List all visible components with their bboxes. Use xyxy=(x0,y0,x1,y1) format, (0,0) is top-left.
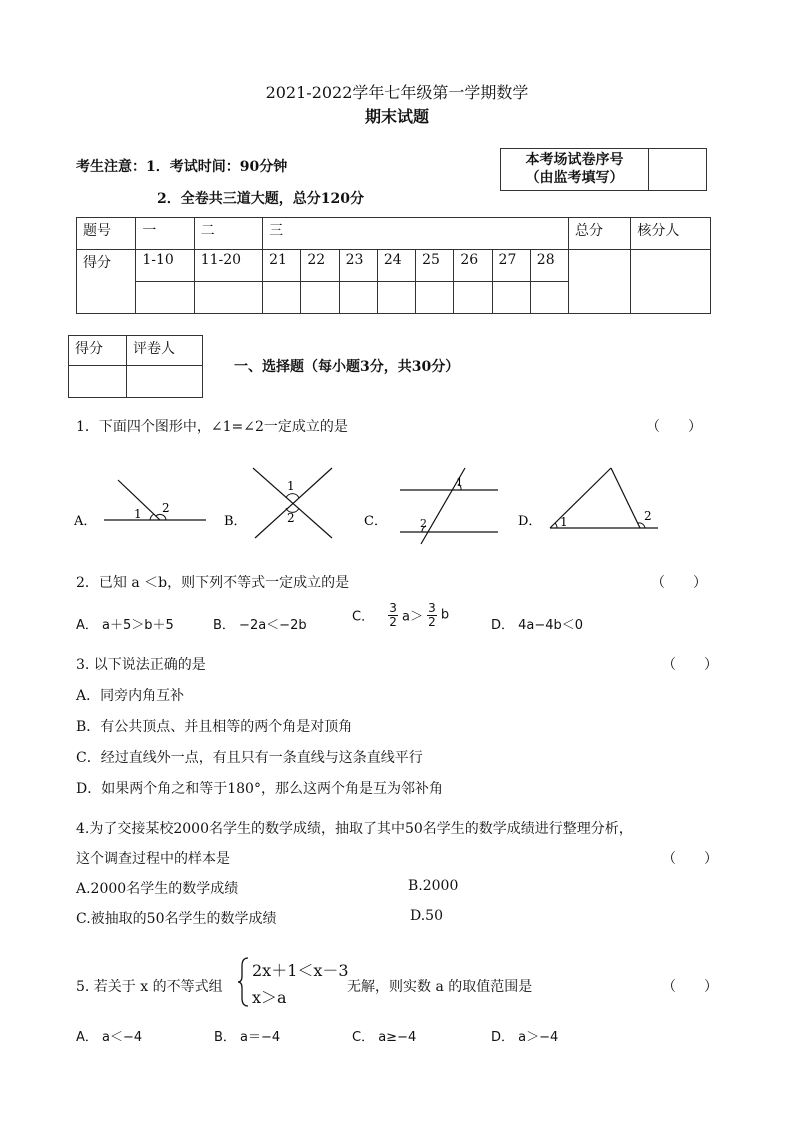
fraction-denominator: 2 xyxy=(428,614,436,629)
score-entry-field[interactable] xyxy=(416,282,454,314)
q5-option-b[interactable]: B． a＝−4 xyxy=(214,1030,281,1045)
q2-option-c-middle: a＞ xyxy=(402,609,423,625)
q5-inequality-2: x＞a xyxy=(252,988,287,1007)
angle-1-label: 1 xyxy=(560,515,568,529)
q2-option-d[interactable]: D． 4a−4b＜0 xyxy=(491,618,584,633)
score-col-label: 1-10 xyxy=(136,250,194,282)
q3-option-a[interactable]: A．同旁内角互补 xyxy=(76,688,185,704)
score-header-cell: 一 xyxy=(136,218,194,250)
q1-answer-paren[interactable]: （ ） xyxy=(646,419,702,435)
score-entry-field[interactable] xyxy=(263,282,301,314)
seat-number-box xyxy=(500,148,707,191)
angle-2-label: 2 xyxy=(644,509,652,523)
score-col-label: 27 xyxy=(492,250,530,282)
q2-answer-paren[interactable]: （ ） xyxy=(651,575,707,591)
figure-d-side xyxy=(611,468,640,528)
fraction-numerator: 3 xyxy=(428,601,436,615)
seat-number-field[interactable] xyxy=(649,149,707,191)
q3-answer-paren[interactable]: （ ） xyxy=(662,657,718,673)
q3-text: 3. 以下说法正确的是 xyxy=(76,657,206,673)
section1-title: 一、选择题（每小题3分，共30分） xyxy=(234,359,460,375)
score-entry-field[interactable] xyxy=(492,282,530,314)
score-entry-field[interactable] xyxy=(136,282,194,314)
score-entry-field[interactable] xyxy=(194,282,262,314)
seat-number-label xyxy=(501,149,649,191)
figure-b-angle-arc xyxy=(286,494,299,498)
seat-number-label-line2: （由监考填写） xyxy=(525,170,624,186)
score-header-cell: 题号 xyxy=(77,218,136,250)
q2-option-c-end: b xyxy=(440,607,450,623)
score-entry-field[interactable] xyxy=(377,282,415,314)
figure-d-angle-arc xyxy=(555,523,557,528)
notice-line-1 xyxy=(76,156,287,176)
notice-item-1: 1．考试时间：90分钟 xyxy=(146,159,288,175)
score-entry-field[interactable] xyxy=(454,282,492,314)
score-col-label: 21 xyxy=(263,250,301,282)
q4-answer-paren[interactable]: （ ） xyxy=(662,851,718,867)
q5-suffix: 无解，则实数 a 的取值范围是 xyxy=(347,979,533,995)
q2-text: 2．已知 a ＜b，则下列不等式一定成立的是 xyxy=(76,575,350,591)
angle-2-label: 2 xyxy=(420,517,427,530)
q1-figure-b[interactable] xyxy=(253,468,332,538)
fraction xyxy=(388,602,398,628)
q1-option-c-label: C． xyxy=(364,514,387,529)
score-col-label: 11-20 xyxy=(194,250,262,282)
grader-box xyxy=(68,335,203,398)
q1-figures xyxy=(70,462,670,547)
score-col-label: 25 xyxy=(416,250,454,282)
total-score-field[interactable] xyxy=(569,250,631,314)
score-col-label: 22 xyxy=(301,250,339,282)
figure-a-angle-arc xyxy=(150,514,154,520)
angle-2-label: 2 xyxy=(162,501,170,515)
q5-option-c[interactable]: C． a≥−4 xyxy=(352,1030,417,1045)
q4-text-line1: 4.为了交接某校2000名学生的数学成绩，抽取了其中50名学生的数学成绩进行整理分析， xyxy=(76,821,633,837)
notice-label: 考生注意： xyxy=(76,159,146,175)
q3-option-b[interactable]: B．有公共顶点、并且相等的两个角是对顶角 xyxy=(76,719,353,735)
score-header-cell: 核分人 xyxy=(631,218,711,250)
fraction-denominator: 2 xyxy=(389,614,397,629)
q4-option-c[interactable]: C.被抽取的50名学生的数学成绩 xyxy=(76,911,277,927)
score-table xyxy=(76,217,711,314)
q2-option-c-label: C． xyxy=(352,609,375,625)
score-entry-field[interactable] xyxy=(301,282,339,314)
angle-2-label: 2 xyxy=(287,511,295,525)
grader-score-field[interactable] xyxy=(69,366,127,398)
q2-option-c[interactable] xyxy=(352,602,449,628)
exam-title: 2021-2022学年七年级第一学期数学 xyxy=(265,83,529,102)
score-entry-field[interactable] xyxy=(530,282,568,314)
q1-figure-d[interactable] xyxy=(550,468,658,529)
q2-option-b[interactable]: B． −2a＜−2b xyxy=(213,618,307,633)
angle-1-label: 1 xyxy=(456,476,463,489)
score-header-cell: 二 xyxy=(194,218,262,250)
q1-option-d-label: D． xyxy=(518,514,542,529)
grader-name-label: 评卷人 xyxy=(127,336,203,366)
grader-score-label: 得分 xyxy=(69,336,127,366)
exam-subtitle: 期末试题 xyxy=(364,107,429,126)
notice-item-2: 2．全卷共三道大题，总分120分 xyxy=(157,191,364,207)
q5-option-a[interactable]: A． a＜−4 xyxy=(76,1030,143,1045)
score-header-cell: 三 xyxy=(263,218,569,250)
q5-inequality-1: 2x＋1＜x－3 xyxy=(252,961,349,980)
score-col-label: 26 xyxy=(454,250,492,282)
seat-number-label-line1: 本考场试卷序号 xyxy=(525,152,624,168)
q4-option-d[interactable]: D.50 xyxy=(410,908,443,924)
angle-1-label: 1 xyxy=(287,479,295,493)
score-entry-field[interactable] xyxy=(339,282,377,314)
score-row-label: 得分 xyxy=(77,250,136,314)
q3-option-c[interactable]: C．经过直线外一点，有且只有一条直线与这条直线平行 xyxy=(76,750,423,766)
q2-option-a[interactable]: A． a＋5＞b＋5 xyxy=(76,618,174,633)
score-header-cell: 总分 xyxy=(569,218,631,250)
q3-option-d[interactable]: D．如果两个角之和等于180°，那么这两个角是互为邻补角 xyxy=(76,781,443,797)
score-col-label: 28 xyxy=(530,250,568,282)
grader-name-field[interactable] xyxy=(127,366,203,398)
q5-answer-paren[interactable]: （ ） xyxy=(662,979,718,995)
fraction xyxy=(427,602,437,628)
angle-1-label: 1 xyxy=(134,507,142,521)
reviewer-field[interactable] xyxy=(631,250,711,314)
q4-option-b[interactable]: B.2000 xyxy=(408,878,459,894)
q1-figure-c[interactable] xyxy=(400,468,498,544)
q4-option-a[interactable]: A.2000名学生的数学成绩 xyxy=(76,881,239,897)
q1-figure-a[interactable] xyxy=(104,480,206,521)
q1-text: 1．下面四个图形中，∠1=∠2一定成立的是 xyxy=(76,419,348,435)
q5-option-d[interactable]: D． a＞−4 xyxy=(491,1030,559,1045)
q4-text-line2: 这个调查过程中的样本是 xyxy=(76,851,230,867)
q1-option-a-label: A． xyxy=(74,514,97,529)
q5-prefix: 5. 若关于 x 的不等式组 xyxy=(76,979,223,995)
score-col-label: 23 xyxy=(339,250,377,282)
score-col-label: 24 xyxy=(377,250,415,282)
q1-option-b-label: B． xyxy=(224,514,247,529)
left-brace-icon xyxy=(236,956,250,1008)
fraction-numerator: 3 xyxy=(389,601,397,615)
